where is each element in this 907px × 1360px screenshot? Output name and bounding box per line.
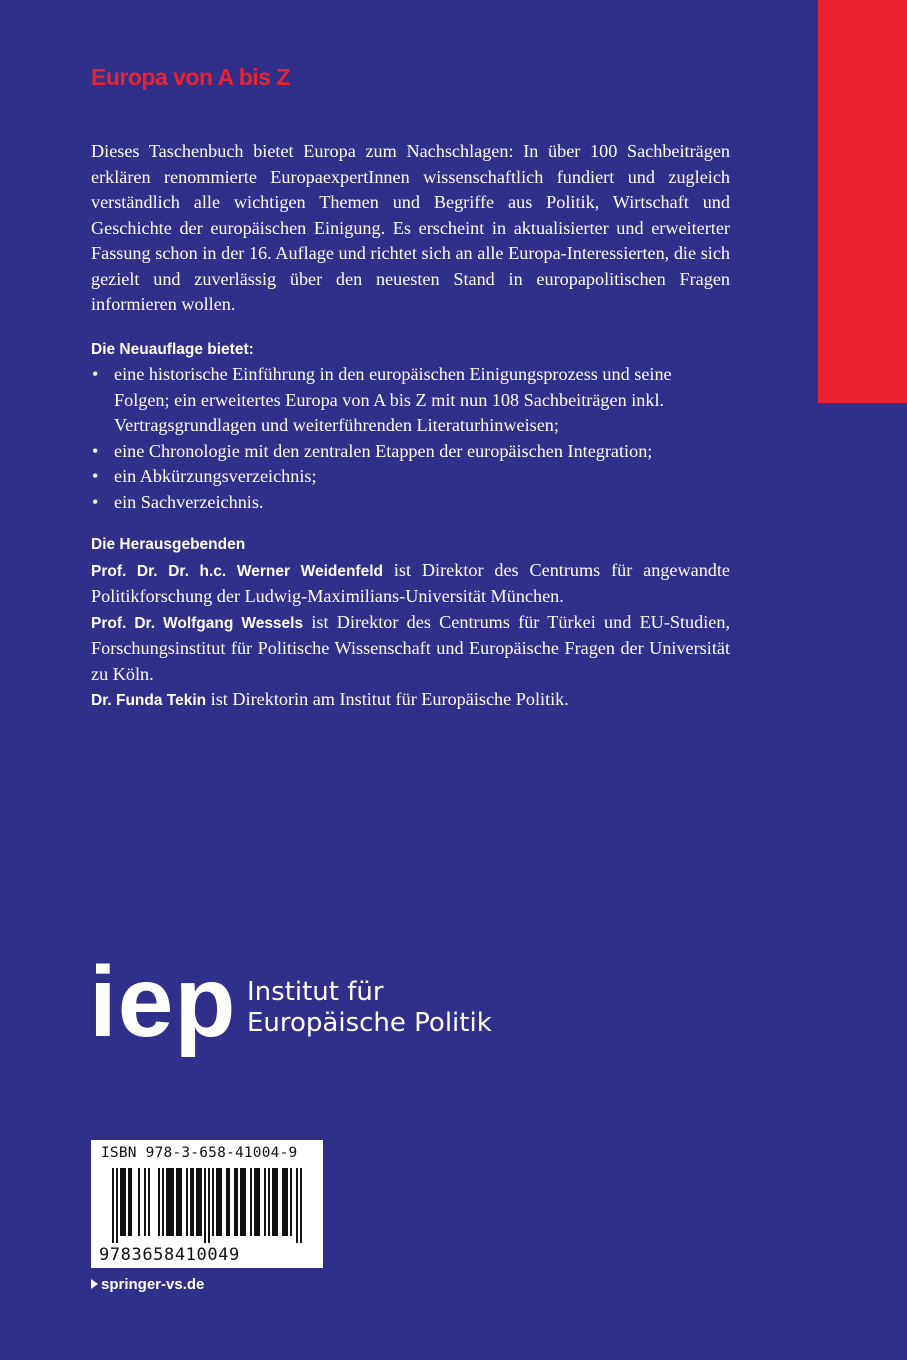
barcode-bar — [258, 1168, 260, 1236]
bullet-icon: • — [92, 491, 99, 512]
barcode-bar — [296, 1168, 298, 1243]
back-cover-text — [91, 139, 730, 714]
book-title: Europa von A bis Z — [91, 64, 290, 90]
list-item: • eine historische Einführung in den europäischen Einigungsprozess und seine Folgen; ein erweitertes Europa von A bis Z mit nun 108 Sachbeiträgen inkl. Vertragsgrundlagen und weiterführenden Literaturhinweisen; — [92, 364, 672, 435]
editors-list — [91, 558, 730, 714]
list-item: • ein Sachverzeichnis. — [91, 490, 730, 516]
barcode-bar — [128, 1168, 130, 1236]
barcode-bar — [130, 1168, 132, 1236]
barcode-bar — [286, 1168, 288, 1236]
editor-entry — [91, 687, 730, 714]
barcode-bar — [244, 1168, 246, 1236]
barcode-bar — [256, 1168, 258, 1236]
barcode-bar — [144, 1168, 146, 1236]
barcode-bar — [216, 1168, 218, 1236]
logo-line-1: Institut für — [247, 977, 384, 1007]
editor-name: Prof. Dr. Dr. h.c. Werner Weidenfeld — [91, 562, 383, 580]
editor-entry — [91, 610, 730, 688]
ean-digits: 9783658410049 — [99, 1245, 240, 1265]
editor-entry — [91, 558, 730, 610]
bullet-icon: • — [92, 440, 99, 461]
barcode-bar — [192, 1168, 194, 1236]
barcode-bar — [300, 1168, 302, 1243]
editors-heading: Die Herausgebenden — [91, 536, 246, 553]
barcode-bar — [190, 1168, 192, 1236]
red-accent-bar — [818, 0, 907, 403]
editor-name: Dr. Funda Tekin — [91, 692, 207, 709]
barcode-bar — [284, 1168, 286, 1236]
barcode-bar — [166, 1168, 168, 1236]
editor-description: ist Direktor des Centrums für Türkei und EU-Studien, Forschungsinstitut für Politische Wissenschaft und Europäische Fragen der Universität zu Köln. — [91, 611, 730, 684]
barcode-bar — [122, 1168, 124, 1236]
barcode-bar — [254, 1168, 256, 1236]
barcode-bar — [212, 1168, 214, 1236]
barcode-bar — [282, 1168, 284, 1236]
isbn-barcode — [91, 1140, 323, 1268]
barcode-bar — [178, 1168, 180, 1236]
iep-logo — [89, 946, 509, 1062]
barcode-bar — [242, 1168, 244, 1236]
barcode-bar — [228, 1168, 230, 1236]
isbn-label: ISBN 978-3-658-41004-9 — [101, 1145, 298, 1161]
arrow-right-icon — [91, 1279, 98, 1289]
barcode-bar — [250, 1168, 252, 1236]
barcode-bar — [120, 1168, 122, 1236]
iep-logo-text — [247, 977, 492, 1039]
iep-logo-mark: iep — [89, 946, 237, 1058]
barcode-bar — [124, 1168, 126, 1236]
list-item: • eine Chronologie mit den zentralen Etappen der europäischen Integration; — [91, 439, 730, 465]
barcode-bars — [112, 1168, 302, 1243]
barcode-bar — [198, 1168, 200, 1236]
editor-description: ist Direktorin am Institut für Europäische Politik. — [206, 689, 569, 709]
barcode-bar — [226, 1168, 228, 1236]
barcode-bar — [272, 1168, 274, 1236]
bullet-icon: • — [92, 466, 99, 486]
editor-name: Prof. Dr. Wolfgang Wessels — [91, 614, 304, 632]
list-item: • ein Abkürzungsverzeichnis; — [91, 464, 730, 490]
barcode-bar — [186, 1168, 188, 1236]
editor-description: ist Direktor des Centrums für angewandte Politikforschung der Ludwig-Maximilians-Universität München. — [91, 559, 731, 606]
barcode-bar — [138, 1168, 140, 1236]
barcode-bar — [264, 1168, 266, 1236]
barcode-bar — [148, 1168, 150, 1236]
logo-line-2: Europäische Politik — [247, 1008, 492, 1038]
barcode-bar — [200, 1168, 202, 1236]
barcode-bar — [112, 1168, 114, 1243]
barcode-bar — [158, 1168, 160, 1236]
barcode-bar — [168, 1168, 170, 1236]
publisher-website — [91, 1276, 204, 1293]
barcode-bar — [204, 1168, 206, 1243]
barcode-bar — [170, 1168, 172, 1236]
bullet-icon: • — [92, 364, 99, 384]
barcode-bar — [276, 1168, 278, 1236]
barcode-bar — [290, 1168, 292, 1236]
barcode-bar — [208, 1168, 210, 1243]
barcode-bar — [162, 1168, 164, 1236]
barcode-bar — [116, 1168, 118, 1243]
features-heading: Die Neuauflage bietet: — [91, 340, 254, 358]
barcode-bar — [234, 1168, 236, 1236]
features-list — [91, 362, 730, 515]
website-url: springer-vs.de — [101, 1276, 205, 1293]
barcode-bar — [240, 1168, 242, 1236]
barcode-bar — [218, 1168, 220, 1236]
barcode-bar — [220, 1168, 222, 1236]
barcode-bar — [236, 1168, 238, 1236]
intro-paragraph: Dieses Taschenbuch bietet Europa zum Nachschlagen: In über 100 Sachbeiträgen erklären renommierte EuropaexpertInnen wissenschaftlich fundiert und zugleich verständlich alle wichtigen Themen und Begriffe aus Politik, Wirtschaft und Geschichte der europäischen Einigung. Es erscheint in aktualisierter und erweiterter Fassung schon in der 16. Auflage und richtet sich an alle Europa-Interessierten, die sich gezielt und zuverlässig über den neuesten Stand in europapolitischen Fragen informieren wollen. — [91, 141, 730, 314]
barcode-bar — [268, 1168, 270, 1236]
barcode-bar — [172, 1168, 174, 1236]
barcode-bar — [180, 1168, 182, 1236]
barcode-bar — [176, 1168, 178, 1236]
barcode-bar — [196, 1168, 198, 1236]
barcode-bar — [274, 1168, 276, 1236]
